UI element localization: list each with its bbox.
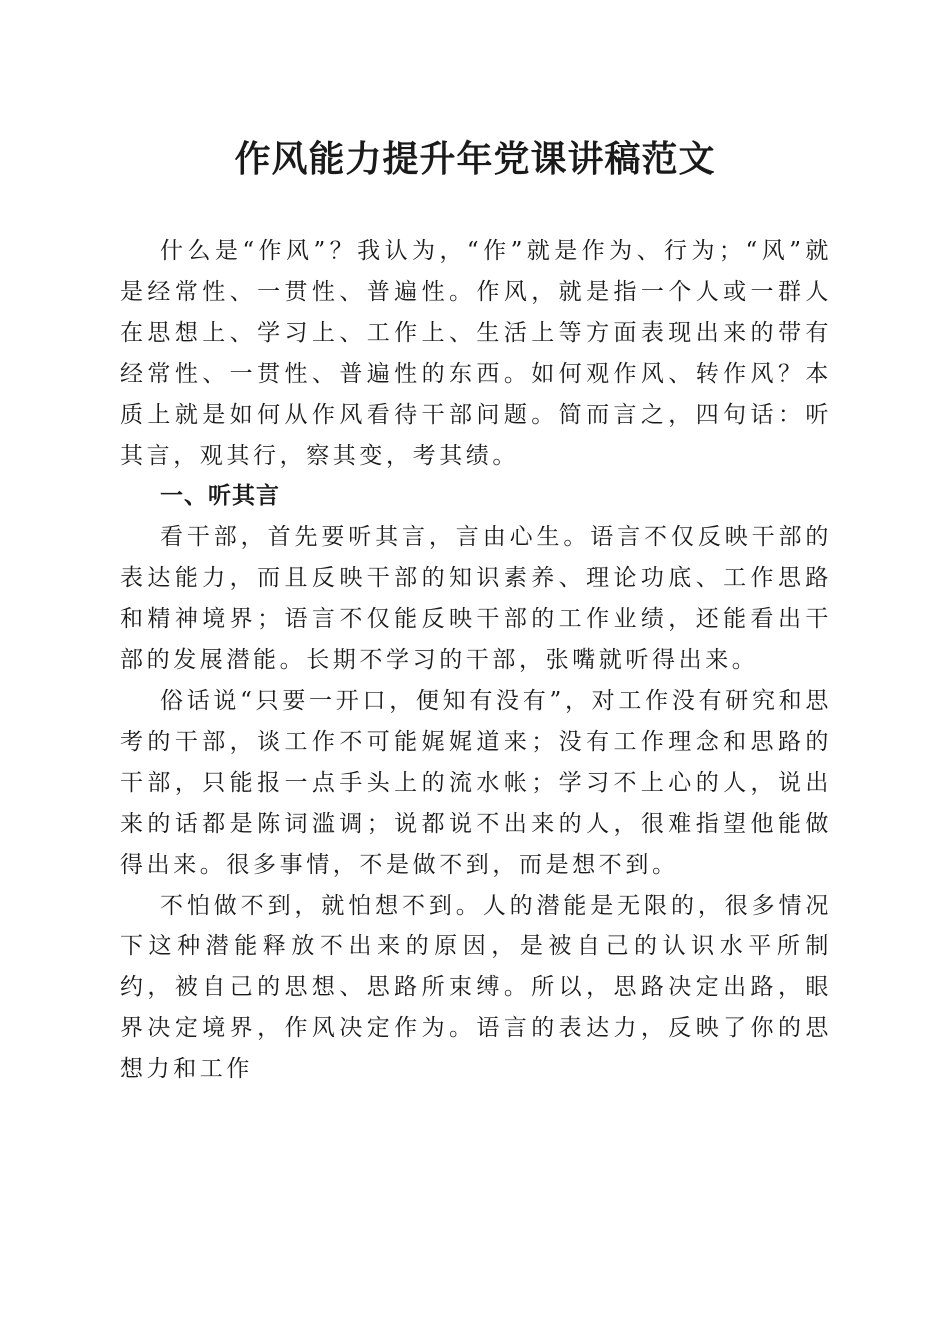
body-paragraph-2: 俗话说“只要一开口，便知有没有”，对工作没有研究和思考的干部，谈工作不可能娓娓道来；没有工作理念和思路的干部，只能报一点手头上的流水帐；学习不上心的人，说出来的话都是陈词滥调；说都说不出来的人，很难指望他能做得出来。很多事情，不是做不到，而是想不到。 (120, 687, 832, 878)
body-paragraph-1: 看干部，首先要听其言，言由心生。语言不仅反映干部的表达能力，而且反映干部的知识素养、理论功底、工作思路和精神境界；语言不仅能反映干部的工作业绩，还能看出干部的发展潜能。长期不学习的干部，张嘴就听得出来。 (120, 524, 832, 674)
document-title: 作风能力提升年党课讲稿范文 (234, 138, 716, 180)
section-heading: 一、听其言 (160, 483, 280, 510)
document-body (120, 231, 832, 1090)
intro-paragraph: 什么是“作风”？我认为，“作”就是作为、行为；“风”就是经常性、一贯性、普遍性。作风，就是指一个人或一群人在思想上、学习上、工作上、生活上等方面表现出来的带有经常性、一贯性、普遍性的东西。如何观作风、转作风？本质上就是如何从作风看待干部问题。简而言之，四句话：听其言，观其行，察其变，考其绩。 (120, 238, 832, 469)
body-paragraph-3: 不怕做不到，就怕想不到。人的潜能是无限的，很多情况下这种潜能释放不出来的原因，是被自己的认识水平所制约，被自己的思想、思路所束缚。所以，思路决定出路，眼界决定境界，作风决定作为。语言的表达力，反映了你的思想力和工作 (120, 892, 832, 1083)
